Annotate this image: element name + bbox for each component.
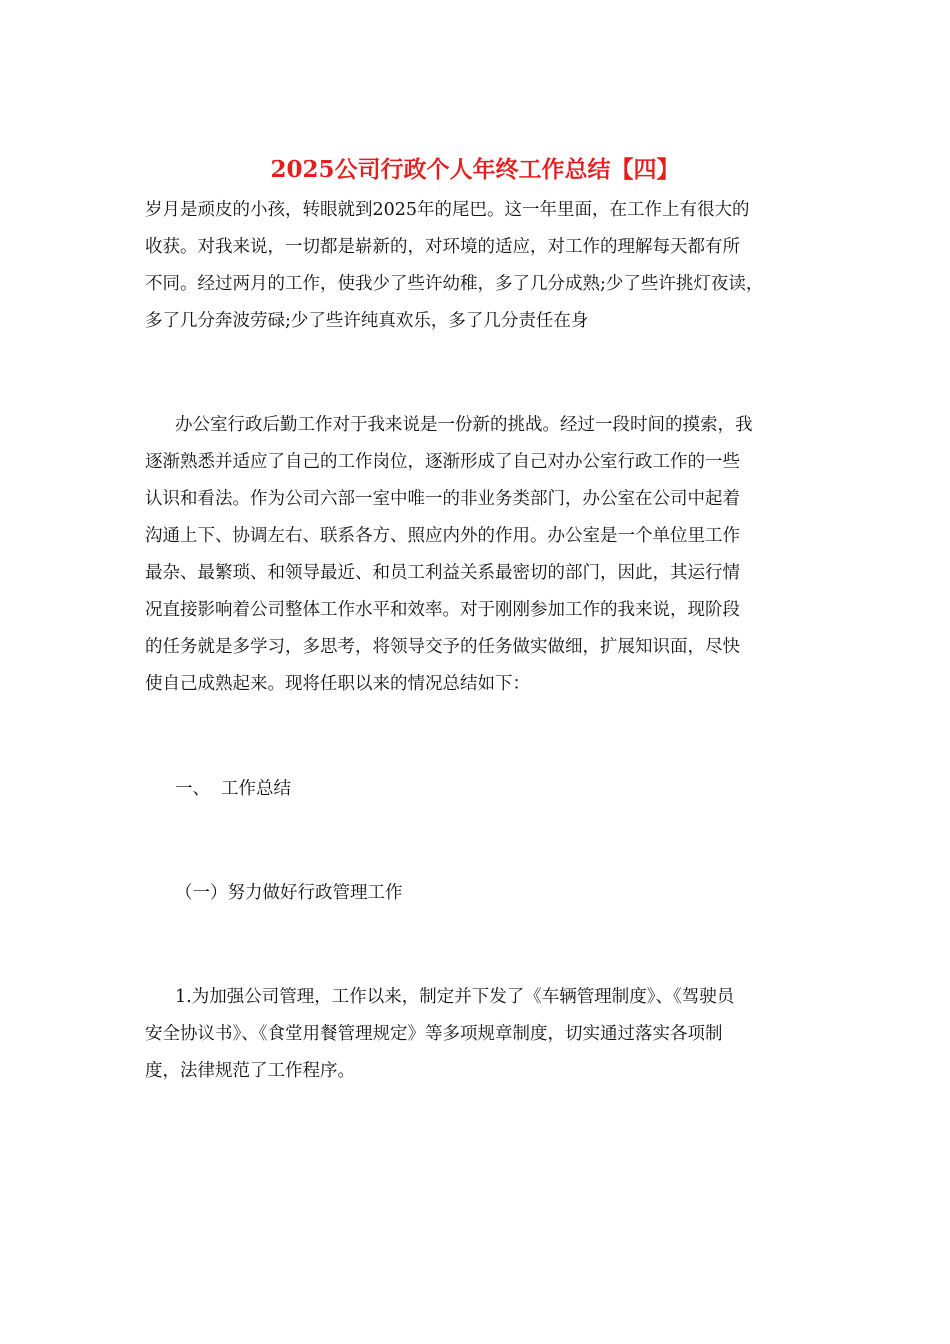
document-title: 2025公司行政个人年终工作总结【四】 [270,156,680,183]
section-number: 一、 [175,779,210,799]
item1-line-3: 度，法律规范了工作程序。 [145,1061,355,1081]
paragraph2-line-7: 的任务就是多学习，多思考，将领导交予的任务做实做细，扩展知识面，尽快 [145,637,740,657]
paragraph2-line-3: 认识和看法。作为公司六部一室中唯一的非业务类部门，办公室在公司中起着 [145,489,740,509]
paragraph1-line-4: 多了几分奔波劳碌;少了些许纯真欢乐，多了几分责任在身 [145,311,589,331]
paragraph1-line-1: 岁月是顽皮的小孩，转眼就到2025年的尾巴。这一年里面，在工作上有很大的 [145,200,750,220]
item1-line-1: 1.为加强公司管理，工作以来，制定并下发了《车辆管理制度》、《驾驶员 [175,987,735,1007]
item1-line-2: 安全协议书》、《食堂用餐管理规定》等多项规章制度，切实通过落实各项制 [145,1024,723,1044]
paragraph1-line-3: 不同。经过两月的工作，使我少了些许幼稚，多了几分成熟;少了些许挑灯夜读， [145,274,764,294]
paragraph2-line-1: 办公室行政后勤工作对于我来说是一份新的挑战。经过一段时间的摸索，我 [175,415,753,435]
paragraph2-line-5: 最杂、最繁琐、和领导最近、和员工利益关系最密切的部门，因此，其运行情 [145,563,740,583]
paragraph2-line-2: 逐渐熟悉并适应了自己的工作岗位，逐渐形成了自己对办公室行政工作的一些 [145,452,740,472]
section-heading [175,771,291,808]
paragraph2-line-4: 沟通上下、协调左右、联系各方、照应内外的作用。办公室是一个单位里工作 [145,526,740,546]
paragraph2-line-8: 使自己成熟起来。现将任职以来的情况总结如下： [145,674,530,694]
section-title: 工作总结 [221,779,291,799]
paragraph1-line-2: 收获。对我来说，一切都是崭新的，对环境的适应，对工作的理解每天都有所 [145,237,740,257]
subsection-heading: （一）努力做好行政管理工作 [175,883,403,903]
paragraph2-line-6: 况直接影响着公司整体工作水平和效率。对于刚刚参加工作的我来说，现阶段 [145,600,740,620]
